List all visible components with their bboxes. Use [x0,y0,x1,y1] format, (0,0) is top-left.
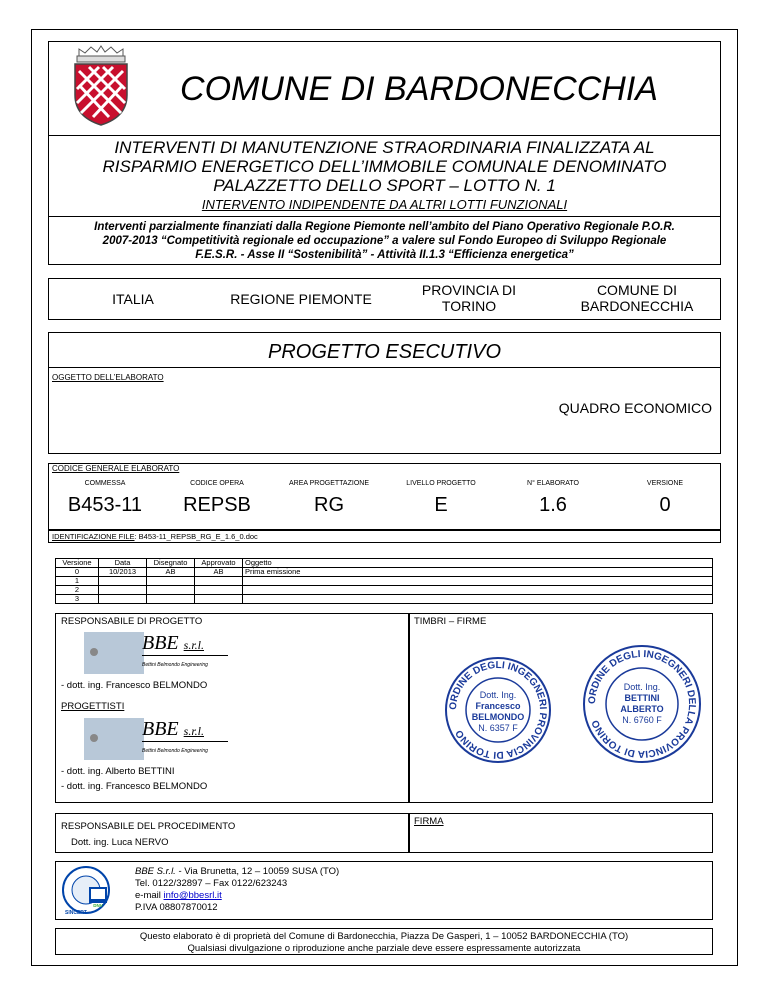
provincia-line: PROVINCIA DI [421,282,517,298]
table-row [56,568,713,577]
project-divider [49,367,720,368]
badge-sincert: SINCERT [65,910,87,916]
badge-dnv: DNV [93,903,103,908]
version-cell [243,595,713,604]
version-cell: Prima emissione [243,568,713,577]
stamp-line: BELMONDO [471,712,525,722]
email-link[interactable]: info@bbesrl.it [163,890,222,901]
stamp-line: Dott. Ing. [623,682,661,692]
stamp-line: Dott. Ing. [479,690,517,700]
email-prefix: e-mail [135,890,164,901]
version-cell [147,586,195,595]
logo-main: BBE [142,718,179,740]
intervention-title [49,138,720,195]
stamp-ring-text: ORDINE DEGLI INGEGNERI DELLA PROVINCIA DI TORINO [586,648,698,760]
location-provincia [385,282,553,314]
version-cell [147,577,195,586]
stamp-line: N. 6357 F [478,723,518,733]
responsabile-box [55,613,409,803]
coat-of-arms-icon [71,45,131,127]
version-cell [243,577,713,586]
version-cell [243,586,713,595]
version-header: Data [99,559,147,568]
codes-box [48,463,721,530]
stamp-line: Francesco [475,701,521,711]
comune-title: COMUNE DI BARDONECCHIA [180,70,658,108]
funding-note [49,220,720,262]
location-row [48,278,721,320]
version-cell [99,577,147,586]
version-cell: 10/2013 [99,568,147,577]
location-italia: ITALIA [112,291,154,307]
code-value-versione: 0 [659,494,671,516]
file-id-label: IDENTIFICAZIONE FILE [52,532,135,541]
stamp-icon [444,656,552,764]
header-divider [49,135,720,136]
stamp-icon [582,644,702,764]
company-piva: P.IVA 08807870012 [135,902,218,913]
company-details [135,866,339,914]
stamp-line: BETTINI [624,693,660,703]
table-row [56,577,713,586]
version-header: Approvato [195,559,243,568]
oggetto-label: OGGETTO DELL’ELABORATO [52,373,164,382]
logo-sub: Bettini Belmondo Engineering [142,748,208,754]
company-address-text: - Via Brunetta, 12 – 10059 SUSA (TO) [175,866,340,877]
footer-line: Questo elaborato è di proprietà del Comune di Bardonecchia, Piazza De Gasperi, 1 – 10052 BARDONECCHIA (TO) [139,931,629,942]
code-header-livello: LIVELLO PROGETTO [406,480,476,487]
codes-label: CODICE GENERALE ELABORATO [52,464,180,473]
version-cell [195,586,243,595]
funding-line: 2007-2013 “Competitività regionale ed occupazione” a valere sul Fondo Europeo di Sviluppo Regionale [102,235,667,247]
company-address [135,866,339,878]
header-box [48,41,721,265]
table-row [56,559,713,568]
funding-line: Interventi parzialmente finanziati dalla Regione Piemonte nell’ambito del Piano Operativo Regionale P.O.R. [94,221,675,233]
footer-line: Qualsiasi divulgazione o riproduzione anche parziale deve essere espressamente autorizzata [187,943,581,954]
version-cell [99,586,147,595]
comune-line: COMUNE DI [596,282,678,298]
procedimento-label: RESPONSABILE DEL PROCEDIMENTO [61,821,236,832]
code-value-livello: E [434,494,448,516]
version-cell [99,595,147,604]
code-value-elaborato: 1.6 [539,494,567,516]
project-box [48,332,721,454]
code-header-opera: CODICE OPERA [190,480,244,487]
table-row [56,595,713,604]
stamp-ring-text: ORDINE DEGLI INGEGNERI PROVINCIA DI TORINO [447,659,549,761]
funding-divider [49,216,720,217]
certification-badge-icon [60,864,112,918]
procedimento-box [55,813,409,853]
version-cell [147,595,195,604]
logo-main: BBE [142,632,179,654]
stamp-line: N. 6760 F [622,715,662,725]
version-header: Disegnato [147,559,195,568]
table-row [56,586,713,595]
oggetto-value: QUADRO ECONOMICO [558,400,712,416]
intervention-line: PALAZZETTO DELLO SPORT – LOTTO N. 1 [213,176,556,195]
company-tel: Tel. 0122/32897 – Fax 0122/623243 [135,878,288,889]
file-id-value: : B453-11_REPSB_RG_E_1.6_0.doc [134,532,258,541]
responsabile-label: RESPONSABILE DI PROGETTO [61,616,203,627]
file-id-box [48,530,721,543]
version-cell [195,595,243,604]
firma-box [409,813,713,853]
stamp-line: ALBERTO [620,704,664,714]
version-header: Versione [56,559,99,568]
version-header: Oggetto [243,559,713,568]
logo-suffix: s.r.l. [183,724,204,738]
footer-box [55,928,713,955]
progettista-1: - dott. ing. Alberto BETTINI [61,766,175,777]
intervention-line: INTERVENTI DI MANUTENZIONE STRAORDINARIA FINALIZZATA AL [114,138,655,157]
code-header-elaborato: N° ELABORATO [527,480,579,487]
version-cell: 1 [56,577,99,586]
bbe-logo [84,718,234,760]
version-cell: AB [195,568,243,577]
company-email-line [135,890,339,902]
code-header-area: AREA PROGETTAZIONE [289,480,369,487]
timbri-label: TIMBRI – FIRME [414,616,487,627]
version-cell: AB [147,568,195,577]
project-title: PROGETTO ESECUTIVO [268,341,501,363]
bbe-logo [84,632,234,674]
version-cell: 3 [56,595,99,604]
company-name: BBE S.r.l. [135,866,176,877]
version-cell: 0 [56,568,99,577]
location-regione: REGIONE PIEMONTE [230,291,372,307]
responsabile-name: - dott. ing. Francesco BELMONDO [61,680,208,691]
firma-label: FIRMA [414,816,444,827]
version-cell: 2 [56,586,99,595]
intervention-line: RISPARMIO ENERGETICO DELL’IMMOBILE COMUNALE DENOMINATO [102,157,667,176]
timbri-box [409,613,713,803]
code-value-area: RG [314,494,344,516]
code-header-commessa: COMMESSA [84,480,126,487]
code-header-versione: VERSIONE [646,480,684,487]
independent-note: INTERVENTO INDIPENDENTE DA ALTRI LOTTI FUNZIONALI [201,197,568,212]
funding-line: F.E.S.R. - Asse II “Sostenibilità” - Attività II.1.3 “Efficienza energetica” [195,249,574,261]
logo-suffix: s.r.l. [183,638,204,652]
code-value-opera: REPSB [183,494,251,516]
code-value-commessa: B453-11 [67,494,143,516]
provincia-line: TORINO [441,298,497,314]
procedimento-name: Dott. ing. Luca NERVO [71,837,169,848]
version-table [55,558,713,604]
progettisti-label: PROGETTISTI [61,701,125,712]
version-cell [195,577,243,586]
comune-line: BARDONECCHIA [580,298,694,314]
location-comune [553,282,721,314]
logo-sub: Bettini Belmondo Engineering [142,662,208,668]
company-box [55,861,713,920]
progettista-2: - dott. ing. Francesco BELMONDO [61,781,208,792]
